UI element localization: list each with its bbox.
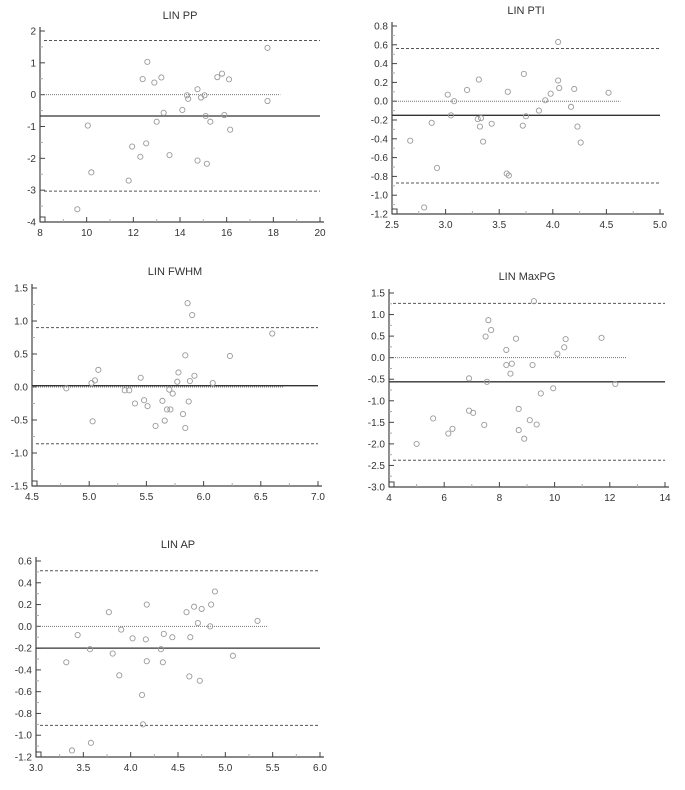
x-tick-label: 3.5	[492, 220, 507, 231]
y-tick-label: 0.6	[374, 40, 388, 52]
data-point	[230, 653, 235, 658]
x-tick-label: 7.0	[311, 492, 325, 503]
y-tick-label: 0.5	[371, 331, 385, 343]
data-point	[144, 602, 149, 607]
data-point	[170, 635, 175, 640]
data-point	[184, 610, 189, 615]
data-point	[144, 659, 149, 664]
x-tick-label: 3.5	[76, 763, 91, 774]
y-tick-label: -1.0	[367, 396, 385, 408]
y-tick-label: -0.5	[367, 374, 385, 386]
x-tick-label: 6	[441, 493, 447, 504]
y-tick-label: 0.8	[374, 21, 388, 33]
data-point	[199, 606, 204, 611]
y-tick-label: -0.2	[370, 115, 388, 127]
y-tick-label: -0.6	[370, 153, 388, 165]
x-tick-label: 4.5	[599, 220, 614, 231]
y-tick-label: 0.0	[14, 382, 28, 394]
y-tick-label: 0	[30, 90, 36, 102]
x-tick-label: 14	[659, 493, 671, 504]
y-tick-label: -3.0	[367, 482, 385, 494]
x-tick-label: 8	[496, 493, 503, 504]
y-tick-label: -2.5	[367, 460, 385, 472]
y-tick-label: -0.4	[14, 665, 32, 677]
x-tick-label: 12	[127, 228, 139, 239]
y-tick-label: -1.2	[370, 209, 388, 221]
y-tick-label: 0.0	[374, 96, 388, 108]
x-tick-label: 4.0	[545, 220, 560, 231]
x-tick-label: 4.0	[123, 763, 138, 774]
y-tick-label: -0.8	[14, 708, 32, 720]
x-tick-label: 5.5	[139, 492, 154, 503]
y-tick-label: -1.5	[10, 481, 28, 493]
y-tick-label: -1	[27, 122, 36, 133]
y-tick-label: -0.8	[370, 171, 388, 183]
data-point	[143, 637, 148, 642]
y-tick-label: 1.0	[371, 310, 385, 322]
data-point	[195, 620, 200, 625]
data-point	[110, 651, 115, 656]
y-tick-label: -0.6	[14, 687, 32, 699]
data-point	[88, 740, 93, 745]
data-point	[188, 635, 193, 640]
data-point	[140, 722, 145, 727]
x-tick-label: 8	[37, 228, 43, 239]
y-tick-label: 0.2	[374, 77, 388, 89]
data-point	[187, 674, 192, 679]
data-point	[87, 647, 92, 652]
data-point	[255, 618, 260, 623]
y-tick-label: 1.5	[371, 288, 385, 300]
y-tick-label: 1.5	[14, 283, 28, 295]
x-tick-label: 3.0	[438, 220, 453, 231]
data-point	[117, 673, 122, 678]
x-tick-label: 4.5	[25, 492, 39, 503]
x-tick-label: 10	[81, 228, 93, 239]
data-point	[119, 627, 124, 632]
x-tick-label: 6.5	[253, 492, 268, 503]
x-tick-label: 4	[386, 493, 392, 504]
y-tick-label: 0.0	[371, 353, 385, 365]
y-tick-label: 0.6	[18, 556, 32, 568]
y-tick-label: -0.4	[370, 134, 388, 146]
y-tick-label: 0.0	[18, 621, 32, 633]
x-tick-label: 6.0	[196, 492, 211, 503]
x-tick-label: 3.0	[29, 763, 43, 774]
y-tick-label: 0.4	[18, 578, 32, 590]
x-tick-label: 18	[267, 228, 279, 239]
data-point	[161, 631, 166, 636]
data-point	[212, 589, 217, 594]
data-point	[69, 748, 74, 753]
x-tick-label: 10	[549, 493, 561, 504]
y-tick-label: 1.0	[14, 316, 28, 328]
y-tick-label: 0.2	[18, 600, 32, 612]
data-point	[158, 647, 163, 652]
data-point	[75, 632, 80, 637]
x-tick-label: 2.5	[385, 220, 399, 231]
chart-title: LIN PTI	[507, 5, 545, 17]
y-tick-label: 0.5	[14, 349, 28, 361]
x-tick-label: 5.5	[265, 763, 280, 774]
y-tick-label: 1	[30, 58, 36, 70]
chart-title: LIN PP	[162, 10, 198, 22]
data-point	[160, 660, 165, 665]
y-tick-label: -1.2	[14, 752, 32, 764]
x-tick-label: 16	[221, 228, 233, 239]
x-tick-label: 5.0	[653, 220, 667, 231]
x-tick-label: 5.0	[82, 492, 97, 503]
data-point	[197, 678, 202, 683]
y-tick-label: -1.0	[370, 190, 388, 202]
y-tick-label: -0.5	[10, 415, 28, 427]
x-tick-label: 20	[314, 228, 326, 239]
y-tick-label: -1.0	[10, 448, 28, 460]
data-point	[209, 602, 214, 607]
y-tick-label: -3	[27, 185, 36, 197]
y-tick-label: 2	[30, 26, 36, 38]
data-point	[106, 610, 111, 615]
data-point	[139, 692, 144, 697]
y-tick-label: -2	[27, 153, 36, 165]
chart-title: LIN FWHM	[147, 266, 203, 278]
x-tick-label: 14	[174, 228, 186, 239]
data-point	[64, 660, 69, 665]
y-tick-label: -1.5	[367, 417, 385, 429]
x-tick-label: 12	[604, 493, 616, 504]
y-tick-label: -0.2	[14, 643, 32, 655]
x-tick-label: 5.0	[218, 763, 233, 774]
data-point	[191, 604, 196, 609]
chart-title: LIN MaxPG	[498, 271, 556, 283]
y-tick-label: -2.0	[367, 439, 385, 451]
x-tick-label: 6.0	[313, 763, 327, 774]
data-point	[130, 636, 135, 641]
x-tick-label: 4.5	[171, 763, 185, 774]
y-tick-label: -1.0	[14, 730, 32, 742]
y-tick-label: -4	[27, 217, 36, 229]
y-tick-label: 0.4	[374, 59, 388, 71]
chart-title: LIN AP	[160, 539, 196, 551]
